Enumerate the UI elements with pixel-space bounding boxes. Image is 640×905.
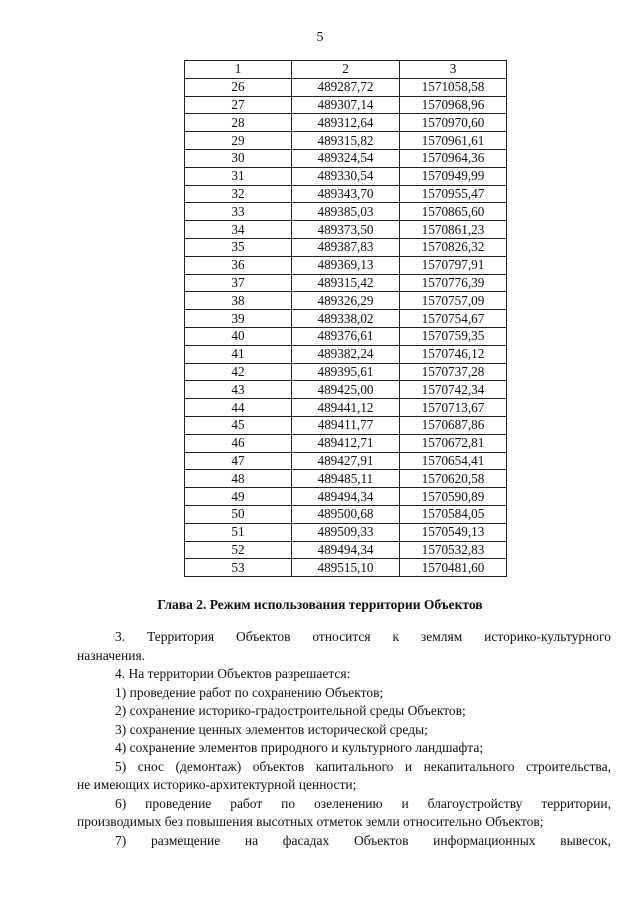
table-row <box>185 470 507 488</box>
table-row <box>185 416 507 434</box>
table-row <box>185 274 507 292</box>
cell-y-coordinate: 1570955,47 <box>400 185 507 203</box>
table-row <box>185 256 507 274</box>
cell-point-number: 48 <box>185 470 292 488</box>
cell-x-coordinate: 489287,72 <box>292 78 400 96</box>
cell-y-coordinate: 1570964,36 <box>400 149 507 167</box>
cell-x-coordinate: 489494,34 <box>292 541 400 559</box>
cell-y-coordinate: 1570742,34 <box>400 381 507 399</box>
cell-point-number: 31 <box>185 167 292 185</box>
cell-point-number: 36 <box>185 256 292 274</box>
cell-point-number: 50 <box>185 505 292 523</box>
cell-point-number: 41 <box>185 345 292 363</box>
table-row <box>185 452 507 470</box>
cell-point-number: 39 <box>185 310 292 328</box>
cell-x-coordinate: 489500,68 <box>292 505 400 523</box>
cell-x-coordinate: 489312,64 <box>292 114 400 132</box>
cell-y-coordinate: 1570620,58 <box>400 470 507 488</box>
cell-y-coordinate: 1570481,60 <box>400 559 507 577</box>
cell-y-coordinate: 1570672,81 <box>400 434 507 452</box>
cell-x-coordinate: 489427,91 <box>292 452 400 470</box>
cell-y-coordinate: 1570759,35 <box>400 327 507 345</box>
cell-x-coordinate: 489412,71 <box>292 434 400 452</box>
cell-y-coordinate: 1570861,23 <box>400 221 507 239</box>
cell-point-number: 30 <box>185 149 292 167</box>
cell-x-coordinate: 489343,70 <box>292 185 400 203</box>
cell-y-coordinate: 1570590,89 <box>400 488 507 506</box>
cell-y-coordinate: 1570532,83 <box>400 541 507 559</box>
table-header <box>185 61 507 79</box>
table-row <box>185 114 507 132</box>
cell-x-coordinate: 489395,61 <box>292 363 400 381</box>
cell-point-number: 46 <box>185 434 292 452</box>
list-item-7-line-1: 7) размещение на фасадах Объектов информационных вывесок, <box>115 832 611 848</box>
cell-y-coordinate: 1570754,67 <box>400 310 507 328</box>
cell-x-coordinate: 489425,00 <box>292 381 400 399</box>
cell-y-coordinate: 1570746,12 <box>400 345 507 363</box>
table-row <box>185 559 507 577</box>
cell-y-coordinate: 1571058,58 <box>400 78 507 96</box>
cell-y-coordinate: 1570968,96 <box>400 96 507 114</box>
table-row <box>185 523 507 541</box>
cell-y-coordinate: 1570949,99 <box>400 167 507 185</box>
table-row <box>185 221 507 239</box>
table-row <box>185 185 507 203</box>
table-row <box>185 345 507 363</box>
body-text <box>77 628 611 850</box>
table-row <box>185 149 507 167</box>
cell-point-number: 49 <box>185 488 292 506</box>
cell-x-coordinate: 489338,02 <box>292 310 400 328</box>
chapter-title: Глава 2. Режим использования территории Объектов <box>157 597 483 612</box>
cell-x-coordinate: 489441,12 <box>292 399 400 417</box>
cell-x-coordinate: 489382,24 <box>292 345 400 363</box>
table-row <box>185 96 507 114</box>
cell-point-number: 43 <box>185 381 292 399</box>
cell-point-number: 53 <box>185 559 292 577</box>
table-row <box>185 381 507 399</box>
cell-x-coordinate: 489385,03 <box>292 203 400 221</box>
list-item-2: 2) сохранение историко-градостроительной среды Объектов; <box>115 703 466 718</box>
cell-x-coordinate: 489494,34 <box>292 488 400 506</box>
page-number: 5 <box>316 30 324 45</box>
table-row <box>185 132 507 150</box>
table-row <box>185 327 507 345</box>
cell-x-coordinate: 489411,77 <box>292 416 400 434</box>
cell-x-coordinate: 489326,29 <box>292 292 400 310</box>
table-row <box>185 238 507 256</box>
list-item-3: 3) сохранение ценных элементов исторической среды; <box>115 721 428 737</box>
cell-point-number: 35 <box>185 238 292 256</box>
cell-y-coordinate: 1570970,60 <box>400 114 507 132</box>
cell-x-coordinate: 489376,61 <box>292 327 400 345</box>
cell-y-coordinate: 1570737,28 <box>400 363 507 381</box>
list-item-6-line-2: производимых без повышения высотных отметок земли относительно Объектов; <box>77 814 544 829</box>
column-header-number: 1 <box>185 61 292 79</box>
cell-x-coordinate: 489387,83 <box>292 238 400 256</box>
table-row <box>185 167 507 185</box>
cell-y-coordinate: 1570757,09 <box>400 292 507 310</box>
list-item-1: 1) проведение работ по сохранению Объектов; <box>115 684 384 700</box>
cell-point-number: 33 <box>185 203 292 221</box>
cell-point-number: 51 <box>185 523 292 541</box>
cell-y-coordinate: 1570826,32 <box>400 238 507 256</box>
table-header-row <box>185 61 507 79</box>
cell-x-coordinate: 489330,54 <box>292 167 400 185</box>
list-item-5-line-2: не имеющих историко-архитектурной ценности; <box>77 777 357 792</box>
paragraph-4: 4. На территории Объектов разрешается: <box>115 666 351 681</box>
column-header-x: 2 <box>292 61 400 79</box>
table-row <box>185 363 507 381</box>
cell-x-coordinate: 489485,11 <box>292 470 400 488</box>
cell-x-coordinate: 489373,50 <box>292 221 400 239</box>
table-row <box>185 399 507 417</box>
cell-x-coordinate: 489324,54 <box>292 149 400 167</box>
cell-y-coordinate: 1570549,13 <box>400 523 507 541</box>
cell-point-number: 34 <box>185 221 292 239</box>
cell-y-coordinate: 1570687,86 <box>400 416 507 434</box>
cell-point-number: 44 <box>185 399 292 417</box>
cell-point-number: 27 <box>185 96 292 114</box>
table-row <box>185 203 507 221</box>
cell-point-number: 26 <box>185 78 292 96</box>
cell-y-coordinate: 1570584,05 <box>400 505 507 523</box>
cell-point-number: 28 <box>185 114 292 132</box>
cell-point-number: 38 <box>185 292 292 310</box>
cell-x-coordinate: 489515,10 <box>292 559 400 577</box>
table-row <box>185 310 507 328</box>
column-header-y: 3 <box>400 61 507 79</box>
table-row <box>185 505 507 523</box>
cell-point-number: 40 <box>185 327 292 345</box>
cell-x-coordinate: 489315,82 <box>292 132 400 150</box>
list-item-5-line-1: 5) снос (демонтаж) объектов капитального и некапитального строительства, <box>115 758 611 774</box>
cell-y-coordinate: 1570654,41 <box>400 452 507 470</box>
cell-point-number: 37 <box>185 274 292 292</box>
cell-point-number: 29 <box>185 132 292 150</box>
cell-point-number: 42 <box>185 363 292 381</box>
table-row <box>185 78 507 96</box>
list-item-6-line-1: 6) проведение работ по озеленению и благоустройству территории, <box>115 795 611 811</box>
paragraph-3-line-2: назначения. <box>77 647 146 663</box>
cell-y-coordinate: 1570865,60 <box>400 203 507 221</box>
table-body <box>185 78 507 576</box>
cell-point-number: 45 <box>185 416 292 434</box>
cell-y-coordinate: 1570961,61 <box>400 132 507 150</box>
cell-x-coordinate: 489307,14 <box>292 96 400 114</box>
cell-x-coordinate: 489509,33 <box>292 523 400 541</box>
list-item-4: 4) сохранение элементов природного и культурного ландшафта; <box>115 740 484 755</box>
table-row <box>185 292 507 310</box>
cell-y-coordinate: 1570797,91 <box>400 256 507 274</box>
table-row <box>185 541 507 559</box>
table-row <box>185 434 507 452</box>
cell-point-number: 47 <box>185 452 292 470</box>
coordinates-table <box>184 60 507 577</box>
table-row <box>185 488 507 506</box>
cell-y-coordinate: 1570713,67 <box>400 399 507 417</box>
cell-x-coordinate: 489369,13 <box>292 256 400 274</box>
cell-y-coordinate: 1570776,39 <box>400 274 507 292</box>
paragraph-3-line-1: 3. Территория Объектов относится к землям историко-культурного <box>115 629 611 644</box>
cell-point-number: 52 <box>185 541 292 559</box>
cell-point-number: 32 <box>185 185 292 203</box>
cell-x-coordinate: 489315,42 <box>292 274 400 292</box>
